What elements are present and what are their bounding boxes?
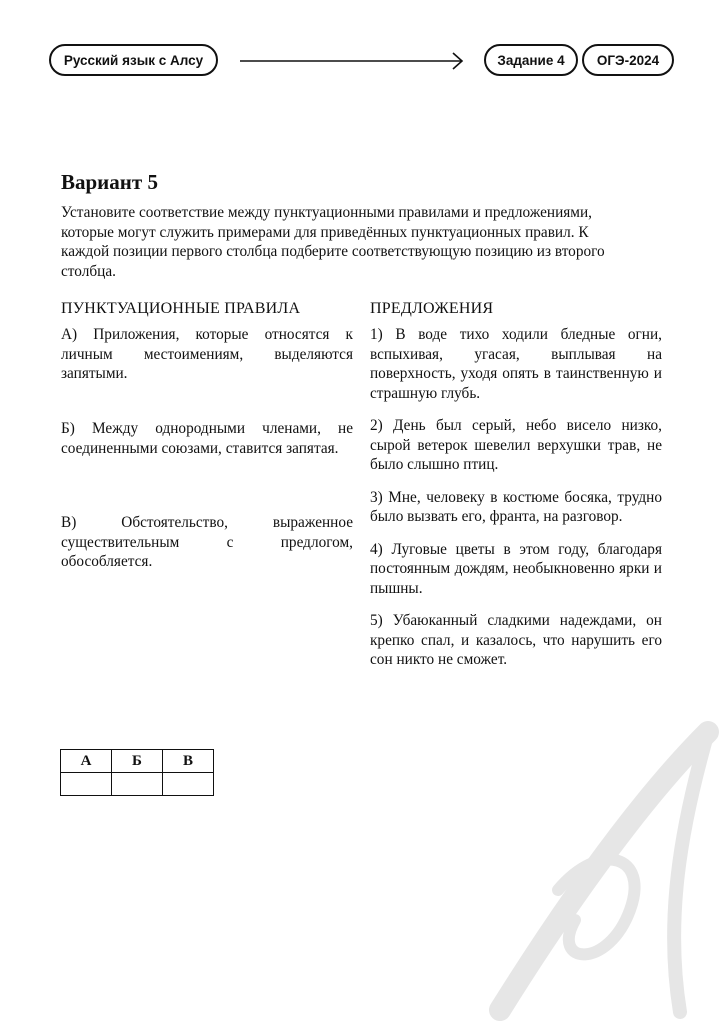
arrow-right-icon bbox=[240, 51, 466, 71]
rule-item-b: Б) Между однородными членами, не соединенными союзами, ставится запятая. bbox=[61, 420, 353, 457]
answer-table-header-row bbox=[61, 750, 214, 773]
answer-cell-a[interactable] bbox=[61, 773, 112, 796]
variant-title: Вариант 5 bbox=[61, 170, 158, 194]
sentence-item-1: 1) В воде тихо ходили бледные огни, вспыхивая, угасая, выплывая на поверхность, уходя опять в таинственную и страшную глубь. bbox=[370, 326, 662, 402]
sentences-column bbox=[370, 299, 662, 683]
answer-header-v: В bbox=[163, 750, 214, 773]
sentence-item-2: 2) День был серый, небо висело низко, сырой ветерок шевелил верхушки трав, не было слышно птиц. bbox=[370, 417, 662, 473]
answer-header-a: А bbox=[61, 750, 112, 773]
brand-badge bbox=[49, 44, 218, 76]
answer-table-input-row bbox=[61, 773, 214, 796]
answer-cell-v[interactable] bbox=[163, 773, 214, 796]
exam-label: ОГЭ-2024 bbox=[596, 52, 660, 68]
rules-column bbox=[61, 299, 353, 607]
answer-table bbox=[60, 749, 214, 796]
watermark-letter-icon bbox=[480, 720, 724, 1024]
rule-item-a: А) Приложения, которые относятся к личным местоимениям, выделяются запятыми. bbox=[61, 326, 353, 382]
task-badge bbox=[484, 44, 578, 76]
brand-label: Русский язык с Алсу bbox=[63, 52, 204, 68]
answer-cell-b[interactable] bbox=[112, 773, 163, 796]
answer-header-b: Б bbox=[112, 750, 163, 773]
task-label: Задание 4 bbox=[497, 52, 565, 68]
rules-heading: ПУНКТУАЦИОННЫЕ ПРАВИЛА bbox=[61, 300, 301, 317]
sentence-item-3: 3) Мне, человеку в костюме босяка, трудно было вызвать его, франта, на разговор. bbox=[370, 488, 662, 525]
sentence-item-4: 4) Луговые цветы в этом году, благодаря постоянным дождям, необыкновенно ярки и пышны. bbox=[370, 540, 662, 597]
exam-badge bbox=[582, 44, 674, 76]
sentence-item-5: 5) Убаюканный сладкими надеждами, он крепко спал, и казалось, что нарушить его сон никто не сможет. bbox=[370, 612, 662, 668]
sentences-heading: ПРЕДЛОЖЕНИЯ bbox=[370, 300, 494, 317]
task-instructions: Установите соответствие между пунктуационными правилами и предложениями, которые могут служить примерами для приведённых пунктуационных правил. К каждой позиции первого столбца подберите соответствующую позицию из второго столбца. bbox=[61, 204, 605, 280]
rule-item-v: В) Обстоятельство, выраженное существительным с предлогом, обособляется. bbox=[61, 514, 353, 570]
